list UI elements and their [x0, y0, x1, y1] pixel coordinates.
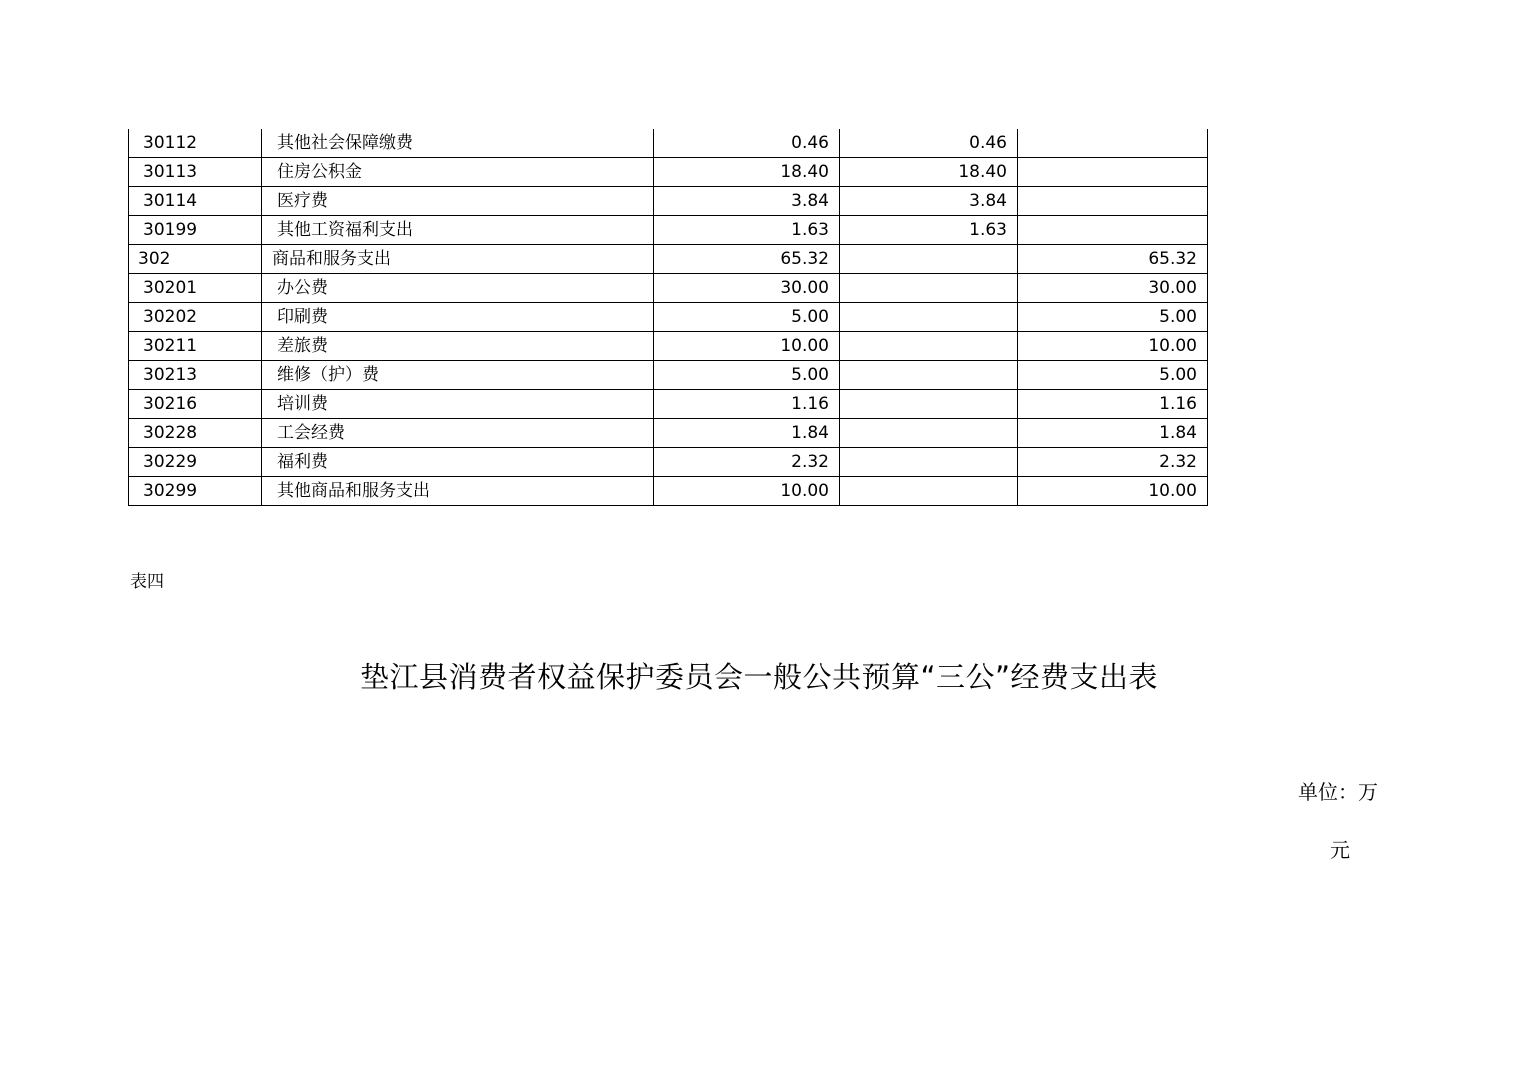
cell-account-name: 福利费 [262, 448, 654, 477]
table-row [129, 303, 1208, 332]
cell-basic-expense [840, 361, 1018, 390]
cell-project-expense [1018, 158, 1208, 187]
cell-project-expense [1018, 216, 1208, 245]
table-row [129, 448, 1208, 477]
cell-account-name: 维修（护）费 [262, 361, 654, 390]
table-row [129, 361, 1208, 390]
cell-project-expense [1018, 187, 1208, 216]
cell-basic-expense: 18.40 [840, 158, 1018, 187]
page-title: 垫江县消费者权益保护委员会一般公共预算“三公”经费支出表 [359, 660, 1159, 694]
cell-account-name: 其他商品和服务支出 [262, 477, 654, 506]
table-row [129, 419, 1208, 448]
budget-expense-table [128, 129, 1208, 506]
cell-project-expense [1018, 129, 1208, 158]
cell-total: 18.40 [654, 158, 840, 187]
cell-account-name: 住房公积金 [262, 158, 654, 187]
table-row [129, 216, 1208, 245]
cell-total: 1.16 [654, 390, 840, 419]
table-row [129, 129, 1208, 158]
cell-project-expense: 5.00 [1018, 361, 1208, 390]
cell-total: 1.84 [654, 419, 840, 448]
cell-account-code: 30201 [129, 274, 262, 303]
cell-account-code: 30213 [129, 361, 262, 390]
cell-project-expense: 10.00 [1018, 477, 1208, 506]
table-row [129, 390, 1208, 419]
cell-total: 10.00 [654, 332, 840, 361]
cell-account-code: 30114 [129, 187, 262, 216]
cell-account-name: 工会经费 [262, 419, 654, 448]
cell-account-code: 30299 [129, 477, 262, 506]
cell-account-name: 培训费 [262, 390, 654, 419]
cell-account-code: 30113 [129, 158, 262, 187]
cell-total: 0.46 [654, 129, 840, 158]
cell-account-code: 302 [129, 245, 262, 274]
cell-basic-expense [840, 274, 1018, 303]
cell-total: 1.63 [654, 216, 840, 245]
cell-account-code: 30112 [129, 129, 262, 158]
cell-total: 5.00 [654, 303, 840, 332]
table-row [129, 332, 1208, 361]
cell-project-expense: 2.32 [1018, 448, 1208, 477]
table-row [129, 477, 1208, 506]
cell-basic-expense: 1.63 [840, 216, 1018, 245]
cell-project-expense: 5.00 [1018, 303, 1208, 332]
cell-project-expense: 1.16 [1018, 390, 1208, 419]
cell-account-code: 30199 [129, 216, 262, 245]
cell-account-code: 30229 [129, 448, 262, 477]
cell-account-code: 30216 [129, 390, 262, 419]
cell-project-expense: 10.00 [1018, 332, 1208, 361]
table-row [129, 274, 1208, 303]
cell-project-expense: 1.84 [1018, 419, 1208, 448]
cell-basic-expense: 0.46 [840, 129, 1018, 158]
cell-account-name: 印刷费 [262, 303, 654, 332]
cell-account-code: 30202 [129, 303, 262, 332]
cell-basic-expense [840, 419, 1018, 448]
cell-basic-expense [840, 477, 1018, 506]
cell-account-code: 30228 [129, 419, 262, 448]
cell-account-name: 其他社会保障缴费 [262, 129, 654, 158]
cell-total: 30.00 [654, 274, 840, 303]
unit-label: 单位：万 [1298, 780, 1378, 804]
cell-total: 10.00 [654, 477, 840, 506]
cell-total: 3.84 [654, 187, 840, 216]
cell-account-code: 30211 [129, 332, 262, 361]
cell-total: 5.00 [654, 361, 840, 390]
cell-basic-expense [840, 390, 1018, 419]
cell-account-name: 商品和服务支出 [262, 245, 654, 274]
cell-project-expense: 30.00 [1018, 274, 1208, 303]
table-row [129, 187, 1208, 216]
cell-basic-expense [840, 303, 1018, 332]
cell-basic-expense [840, 332, 1018, 361]
cell-total: 65.32 [654, 245, 840, 274]
table-row [129, 245, 1208, 274]
cell-basic-expense: 3.84 [840, 187, 1018, 216]
unit-label-continued: 元 [1330, 838, 1350, 862]
cell-total: 2.32 [654, 448, 840, 477]
cell-basic-expense [840, 245, 1018, 274]
cell-account-name: 办公费 [262, 274, 654, 303]
cell-account-name: 医疗费 [262, 187, 654, 216]
table-number-label: 表四 [130, 572, 164, 592]
cell-account-name: 其他工资福利支出 [262, 216, 654, 245]
cell-project-expense: 65.32 [1018, 245, 1208, 274]
table-body [129, 129, 1208, 506]
table-row [129, 158, 1208, 187]
cell-basic-expense [840, 448, 1018, 477]
cell-account-name: 差旅费 [262, 332, 654, 361]
